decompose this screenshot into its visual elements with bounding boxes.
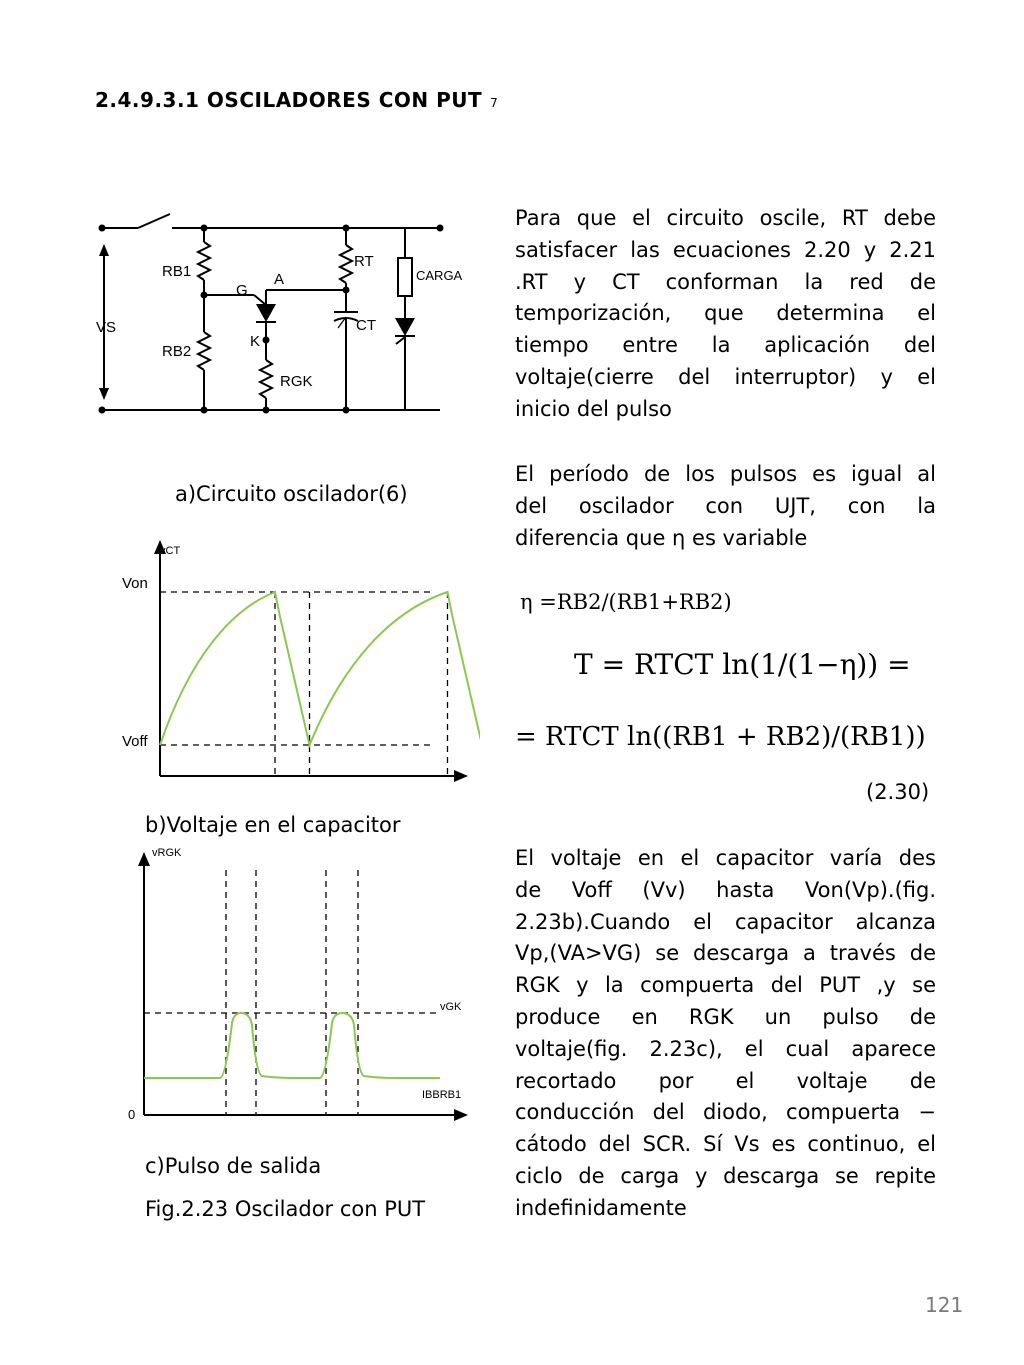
circuit-caption: a)Circuito oscilador(6)	[175, 482, 408, 506]
voff-label: Voff	[122, 733, 148, 750]
section-heading: 2.4.9.3.1 OSCILADORES CON PUT 7	[95, 88, 499, 112]
paragraph-2: El período de los pulsos es igual al del oscilador con UJT, con la diferencia que η es variable	[515, 462, 936, 550]
page-number: 121	[925, 1293, 964, 1317]
equation-number: (2.30)	[866, 780, 930, 804]
vrgk-axis-label: vRGK	[152, 847, 182, 859]
cathode-label: K	[250, 333, 261, 350]
von-label: Von	[122, 575, 148, 592]
capacitor-voltage-chart	[110, 538, 480, 798]
circuit-diagram	[90, 200, 490, 425]
vgk-label: vGK	[440, 1001, 462, 1013]
vct-series-line	[160, 592, 480, 745]
vrgk-series-line	[144, 1013, 440, 1078]
vct-axis-label: vCT	[160, 545, 181, 557]
heading-reference: 7	[490, 96, 499, 110]
rgk-label: RGK	[280, 373, 313, 390]
zero-label: 0	[128, 1107, 136, 1122]
ct-label: CT	[356, 317, 376, 334]
output-pulse-chart	[110, 840, 480, 1130]
gate-label: G	[236, 282, 248, 299]
rt-label: RT	[354, 253, 374, 270]
capacitor-caption: b)Voltaje en el capacitor	[145, 813, 401, 837]
equation-3: = RTCT ln((RB1 + RB2)/(RB1))	[515, 722, 926, 752]
rb2-label: RB2	[162, 343, 192, 360]
anode-label: A	[274, 271, 285, 288]
paragraph-1: Para que el circuito oscile, RT debe satisfacer las ecuaciones 2.20 y 2.21 .RT y CT conforman la red de temporización, que determina el tiempo entre la aplicación del voltaje(cierre del interruptor) y el inicio del pulso	[515, 206, 936, 421]
paragraph-3: El voltaje en el capacitor varía des de Voff (Vv) hasta Von(Vp).(fig. 2.23b).Cuando el capacitor alcanza Vp,(VA>VG) se descarga a través de RGK y la compuerta del PUT ,y se produce en RGK un pulso de voltaje(fig. 2.23c), el cual aparece recortado por el voltaje de conducción del diodo, compuerta − cátodo del SCR. Sí Vs es continuo, el ciclo de carga y descarga se repite indefinidamente	[515, 846, 936, 1220]
rb1-label: RB1	[162, 263, 192, 280]
carga-label: CARGA	[416, 268, 463, 283]
ibb-label: IBBRB1	[422, 1089, 462, 1101]
vs-label: VS	[96, 319, 117, 336]
equation-2: T = RTCT ln(1/(1−η)) =	[574, 648, 911, 681]
equation-1: η =RB2/(RB1+RB2)	[520, 590, 732, 614]
figure-caption: Fig.2.23 Oscilador con PUT	[145, 1197, 426, 1221]
pulse-caption: c)Pulso de salida	[145, 1154, 322, 1178]
